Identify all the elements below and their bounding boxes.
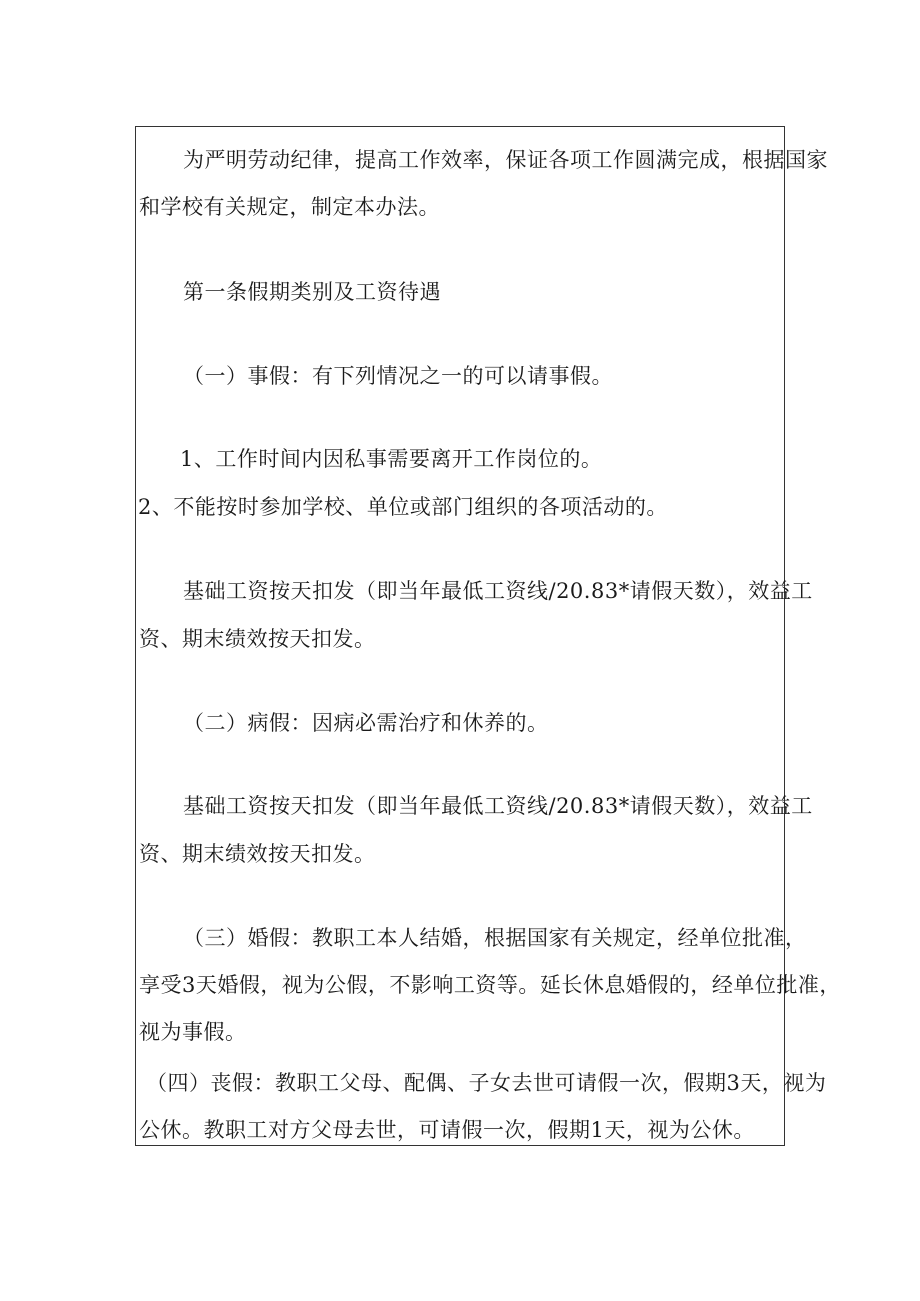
bereavement-leave-line-1: （四）丧假：教职工父母、配偶、子女去世可请假一次，假期3天，视为: [146, 1071, 827, 1095]
intro-line-1: 为严明劳动纪律，提高工作效率，保证各项工作圆满完成，根据国家: [183, 148, 828, 172]
bereavement-leave-line-2: 公休。教职工对方父母去世，可请假一次，假期1天，视为公休。: [139, 1118, 755, 1142]
sick-leave-pay-line-2: 资、期末绩效按天扣发。: [139, 842, 376, 866]
personal-leave-item-1: 1、工作时间内因私事需要离开工作岗位的。: [180, 447, 603, 471]
sick-leave-pay-line-1: 基础工资按天扣发（即当年最低工资线/20.83*请假天数），效益工: [183, 794, 813, 818]
article-heading: 第一条假期类别及工资待遇: [183, 280, 441, 304]
personal-leave-heading: （一）事假：有下列情况之一的可以请事假。: [183, 364, 613, 388]
sick-leave-heading: （二）病假：因病必需治疗和休养的。: [183, 711, 549, 735]
personal-leave-item-2: 2、不能按时参加学校、单位或部门组织的各项活动的。: [138, 495, 668, 519]
marriage-leave-line-1: （三）婚假：教职工本人结婚，根据国家有关规定，经单位批准，: [183, 926, 807, 950]
intro-line-2: 和学校有关规定，制定本办法。: [139, 195, 440, 219]
marriage-leave-line-2: 享受3天婚假，视为公假，不影响工资等。延长休息婚假的，经单位批准，: [139, 973, 841, 997]
personal-leave-pay-line-2: 资、期末绩效按天扣发。: [139, 627, 376, 651]
marriage-leave-line-3: 视为事假。: [139, 1020, 247, 1044]
personal-leave-pay-line-1: 基础工资按天扣发（即当年最低工资线/20.83*请假天数），效益工: [183, 579, 813, 603]
